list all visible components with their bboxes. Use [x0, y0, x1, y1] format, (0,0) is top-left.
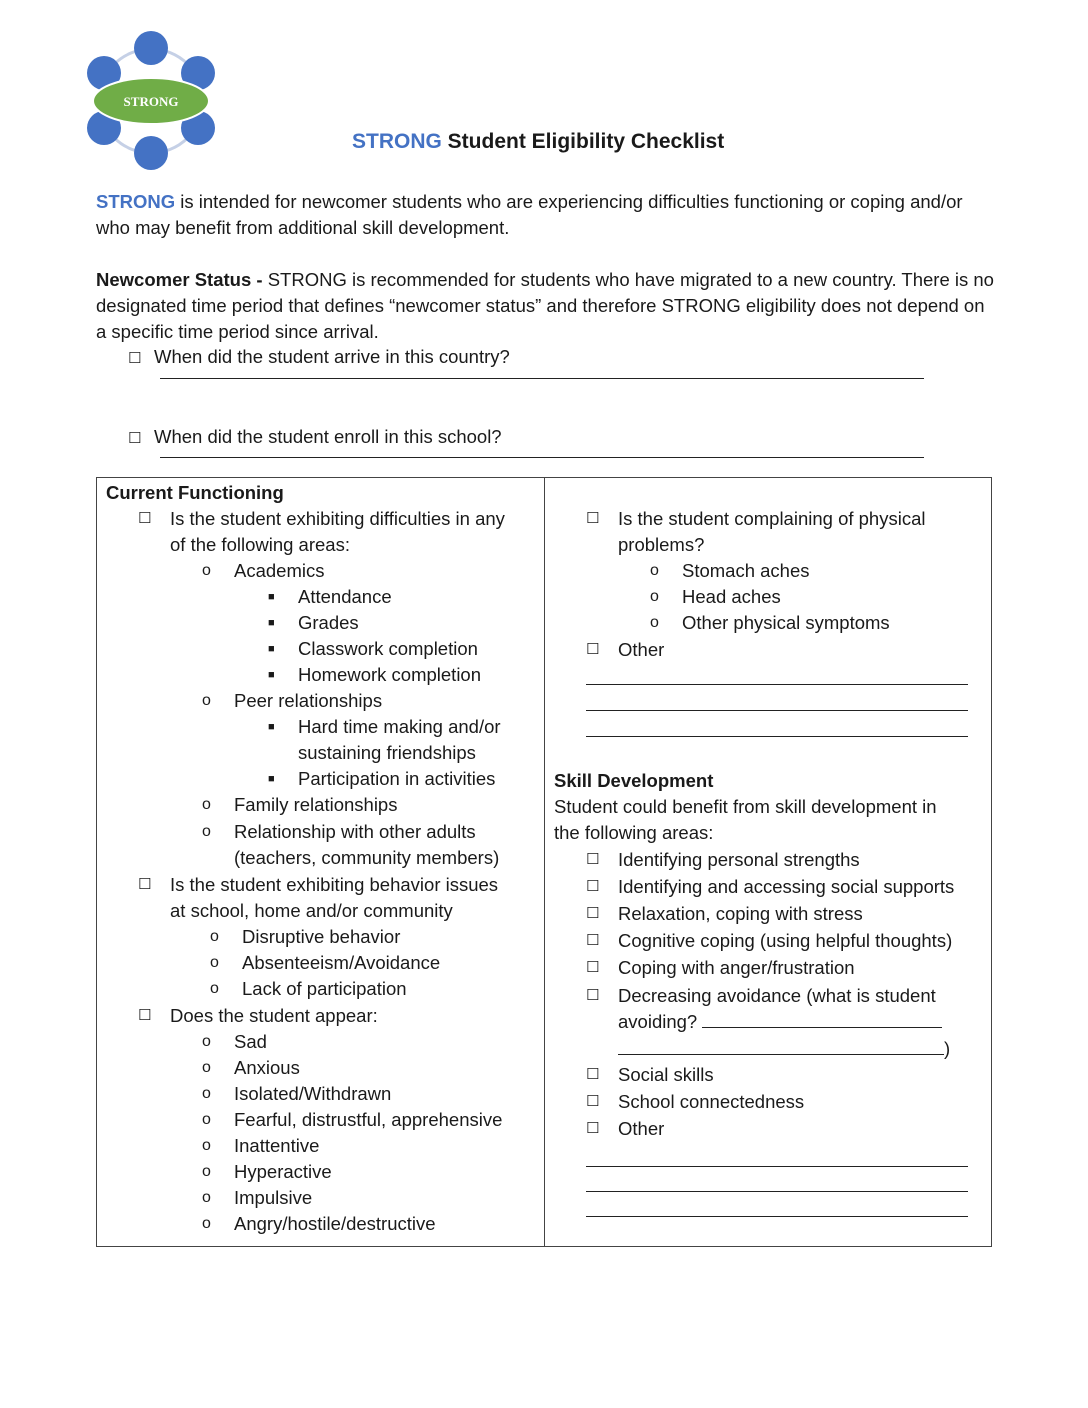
physical-item: Other physical symptoms — [682, 612, 890, 633]
title-accent: STRONG — [352, 130, 442, 153]
table-divider — [544, 477, 545, 1247]
difficulties-question: Is the student exhibiting difficulties in any — [170, 508, 505, 529]
avoidance-item-line2 — [618, 1036, 950, 1062]
skill-item: Relaxation, coping with stress — [618, 903, 863, 924]
checkbox[interactable]: ☐ — [586, 1120, 600, 1137]
skills-other: Other — [618, 1118, 665, 1139]
other-answer-line[interactable] — [586, 736, 968, 737]
physical-item: Stomach aches — [682, 560, 810, 581]
circle-bullet: o — [202, 562, 211, 579]
other-answer-line[interactable] — [586, 710, 968, 711]
current-functioning-heading: Current Functioning — [106, 482, 284, 503]
circle-bullet: o — [202, 1189, 211, 1206]
question-enroll — [128, 426, 502, 448]
checkbox[interactable]: ☐ — [586, 1093, 600, 1110]
skill-development-heading: Skill Development — [554, 770, 714, 791]
avoidance-close-paren: ) — [944, 1038, 951, 1059]
intro-paragraph — [96, 189, 996, 241]
homework-item: Homework completion — [298, 664, 482, 685]
page-title — [352, 130, 724, 154]
grades-item: Grades — [298, 612, 359, 633]
circle-bullet: o — [202, 1085, 211, 1102]
enroll-answer-line[interactable] — [160, 457, 924, 458]
checkbox[interactable]: ☐ — [586, 878, 600, 895]
circle-bullet: o — [202, 1215, 211, 1232]
circle-bullet: o — [202, 796, 211, 813]
appear-item: Angry/hostile/destructive — [234, 1213, 436, 1234]
checkbox[interactable]: ☐ — [138, 1007, 152, 1024]
avoidance-item: Decreasing avoidance (what is student — [618, 985, 936, 1006]
intro-accent: STRONG — [96, 191, 176, 212]
classwork-item: Classwork completion — [298, 638, 478, 659]
difficulties-question-cont: of the following areas: — [170, 534, 350, 555]
skills-intro-cont: the following areas: — [554, 822, 714, 843]
other-answer-line[interactable] — [586, 684, 968, 685]
physical-item: Head aches — [682, 586, 781, 607]
appear-item: Anxious — [234, 1057, 300, 1078]
circle-bullet: o — [210, 954, 219, 971]
peer-item: Peer relationships — [234, 690, 383, 711]
appear-item: Isolated/Withdrawn — [234, 1083, 392, 1104]
avoidance-answer-line[interactable] — [618, 1036, 944, 1055]
circle-bullet: o — [210, 928, 219, 945]
title-rest: Student Eligibility Checklist — [441, 130, 725, 153]
circle-bullet: o — [650, 588, 659, 605]
checkbox[interactable]: ☐ — [128, 430, 142, 447]
skills-intro: Student could benefit from skill development in — [554, 796, 937, 817]
appear-item: Sad — [234, 1031, 267, 1052]
newcomer-text: STRONG is recommended for students who have migrated to a new country. There is no designated time period that defines “newcomer status” and therefore STRONG eligibility does not depend on a specific time period since arrival. — [96, 269, 994, 342]
absenteeism-item: Absenteeism/Avoidance — [242, 952, 441, 973]
question-arrival-label: When did the student arrive in this country? — [154, 346, 510, 367]
appear-item: Fearful, distrustful, apprehensive — [234, 1109, 503, 1130]
square-bullet: ■ — [268, 591, 275, 603]
social-skills-item: Social skills — [618, 1064, 714, 1085]
adults-item-cont: (teachers, community members) — [234, 847, 500, 868]
circle-bullet: o — [210, 980, 219, 997]
newcomer-paragraph — [96, 267, 996, 345]
logo-text: STRONG — [123, 94, 179, 109]
circle-bullet: o — [650, 614, 659, 631]
intro-text: is intended for newcomer students who are experiencing difficulties functioning or coping and/or who may benefit from additional skill development. — [96, 191, 963, 238]
behavior-question: Is the student exhibiting behavior issues — [170, 874, 499, 895]
skill-item: Identifying and accessing social supports — [618, 876, 955, 897]
checkbox[interactable]: ☐ — [586, 987, 600, 1004]
appear-item: Impulsive — [234, 1187, 313, 1208]
disruptive-item: Disruptive behavior — [242, 926, 401, 947]
attendance-item: Attendance — [298, 586, 392, 607]
circle-bullet: o — [202, 823, 211, 840]
checkbox[interactable]: ☐ — [586, 959, 600, 976]
academics-item: Academics — [234, 560, 325, 581]
circle-bullet: o — [202, 1137, 211, 1154]
strong-logo — [84, 28, 218, 174]
circle-bullet: o — [202, 1059, 211, 1076]
checkbox[interactable]: ☐ — [586, 641, 600, 658]
square-bullet: ■ — [268, 669, 275, 681]
other-answer-line[interactable] — [586, 1216, 968, 1217]
school-connectedness-item: School connectedness — [618, 1091, 805, 1112]
appear-question: Does the student appear: — [170, 1005, 378, 1026]
skill-item: Identifying personal strengths — [618, 849, 860, 870]
arrival-answer-line[interactable] — [160, 378, 924, 379]
other-answer-line[interactable] — [586, 1191, 968, 1192]
avoidance-answer-line[interactable] — [702, 1009, 942, 1028]
friendships-item-cont: sustaining friendships — [298, 742, 476, 763]
checkbox[interactable]: ☐ — [586, 1066, 600, 1083]
newcomer-label: Newcomer Status - — [96, 269, 268, 290]
physical-question: Is the student complaining of physical — [618, 508, 926, 529]
checkbox[interactable]: ☐ — [138, 876, 152, 893]
behavior-question-cont: at school, home and/or community — [170, 900, 453, 921]
physical-other: Other — [618, 639, 665, 660]
avoidance-item-cont — [618, 1009, 942, 1035]
question-enroll-label: When did the student enroll in this school? — [154, 426, 502, 447]
circle-bullet: o — [202, 1163, 211, 1180]
avoidance-prompt: avoiding? — [618, 1011, 703, 1032]
circle-bullet: o — [202, 1111, 211, 1128]
square-bullet: ■ — [268, 773, 275, 785]
appear-item: Inattentive — [234, 1135, 320, 1156]
square-bullet: ■ — [268, 617, 275, 629]
checkbox[interactable]: ☐ — [586, 510, 600, 527]
participation-item: Participation in activities — [298, 768, 496, 789]
checkbox[interactable]: ☐ — [586, 851, 600, 868]
checkbox[interactable]: ☐ — [586, 932, 600, 949]
checkbox[interactable]: ☐ — [128, 350, 142, 367]
square-bullet: ■ — [268, 643, 275, 655]
circle-bullet: o — [202, 692, 211, 709]
appear-item: Hyperactive — [234, 1161, 332, 1182]
skill-item: Cognitive coping (using helpful thoughts) — [618, 930, 953, 951]
circle-bullet: o — [650, 562, 659, 579]
friendships-item: Hard time making and/or — [298, 716, 501, 737]
checkbox[interactable]: ☐ — [586, 905, 600, 922]
physical-question-cont: problems? — [618, 534, 705, 555]
family-item: Family relationships — [234, 794, 398, 815]
other-answer-line[interactable] — [586, 1166, 968, 1167]
participation-lack-item: Lack of participation — [242, 978, 407, 999]
circle-bullet: o — [202, 1033, 211, 1050]
checkbox[interactable]: ☐ — [138, 510, 152, 527]
adults-item: Relationship with other adults — [234, 821, 476, 842]
question-arrival — [128, 346, 510, 368]
square-bullet: ■ — [268, 721, 275, 733]
skill-item: Coping with anger/frustration — [618, 957, 855, 978]
